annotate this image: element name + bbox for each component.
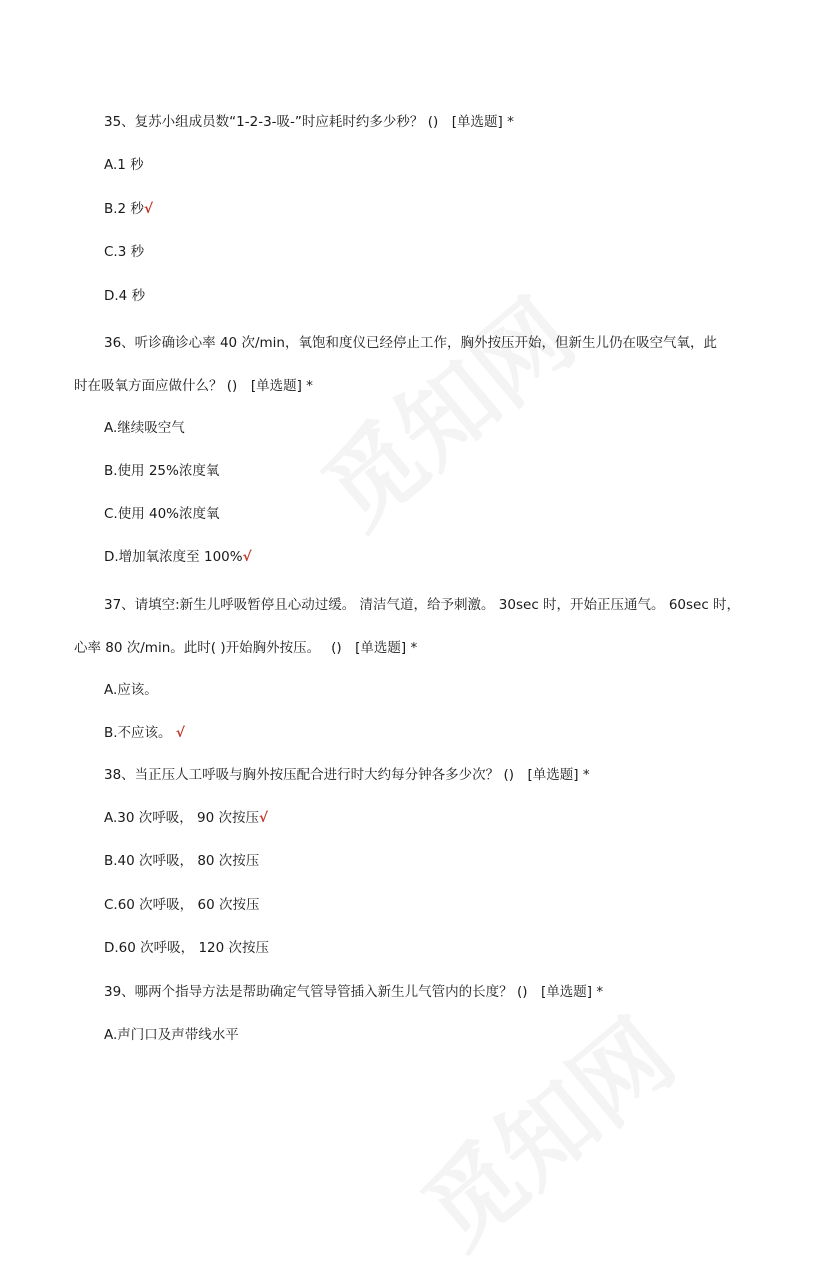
option: C.3 秒 xyxy=(104,244,145,260)
question-text: 心率 80 次/min。此时( )开始胸外按压。 () [单选题] * xyxy=(74,640,418,656)
option: B.不应该。 √ xyxy=(104,725,185,741)
option: B.2 秒√ xyxy=(104,201,153,217)
correct-mark: √ xyxy=(259,810,269,826)
option: A.应该。 xyxy=(104,682,158,698)
option: D.60 次呼吸， 120 次按压 xyxy=(104,940,270,956)
question-text: 37、请填空:新生儿呼吸暂停且心动过缓。 清洁气道，给予刺激。 30sec 时，开始正压通气。 60sec 时， xyxy=(104,597,741,613)
option: D.4 秒 xyxy=(104,288,146,304)
watermark xyxy=(290,263,599,553)
option: A.1 秒 xyxy=(104,157,144,173)
option: B.使用 25%浓度氧 xyxy=(104,463,220,479)
option: D.增加氧浓度至 100%√ xyxy=(104,549,252,565)
watermark xyxy=(390,983,699,1273)
option: A.继续吸空气 xyxy=(104,420,185,436)
correct-mark: √ xyxy=(242,549,252,565)
correct-mark: √ xyxy=(175,725,185,741)
question-text: 36、听诊确诊心率 40 次/min，氧饱和度仪已经停止工作，胸外按压开始，但新生儿仍在吸空气氧，此 xyxy=(104,335,717,351)
question-text: 39、哪两个指导方法是帮助确定气管导管插入新生儿气管内的长度？ () [单选题] * xyxy=(104,984,604,1000)
option: A.声门口及声带线水平 xyxy=(104,1027,239,1043)
question-text: 时在吸氧方面应做什么？ () [单选题] * xyxy=(74,378,313,394)
correct-mark: √ xyxy=(143,201,153,217)
option: A.30 次呼吸， 90 次按压√ xyxy=(104,810,269,826)
option: B.40 次呼吸， 80 次按压 xyxy=(104,853,260,869)
option: C.60 次呼吸， 60 次按压 xyxy=(104,897,260,913)
question-text: 38、当正压人工呼吸与胸外按压配合进行时大约每分钟各多少次？ () [单选题] * xyxy=(104,767,590,783)
question-text: 35、复苏小组成员数“1-2-3-吸-”时应耗时约多少秒？ () [单选题] * xyxy=(104,114,514,130)
option: C.使用 40%浓度氧 xyxy=(104,506,220,522)
